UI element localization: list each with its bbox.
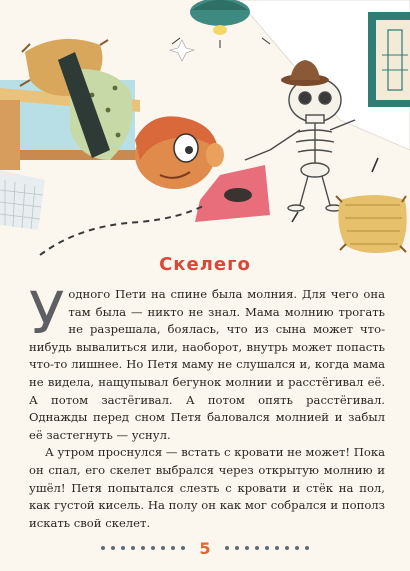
drop-cap: У bbox=[29, 279, 65, 347]
tick-mark bbox=[292, 212, 298, 222]
dot-divider-right bbox=[225, 546, 309, 550]
paragraph: А утром проснулся — встать с кровати не может! Пока он спал, его скелет выбрался через открытую молнию и ушёл! Петя попытался слезть с кровати и стёк на пол, как густой кисель. На полу он как мог собрался и пополз искать свой скелет. bbox=[29, 445, 385, 530]
story-title: Скелего bbox=[159, 254, 251, 275]
story-text bbox=[29, 279, 385, 532]
tick-mark bbox=[372, 158, 378, 172]
dot-divider-left bbox=[101, 546, 185, 550]
dashed-trail bbox=[40, 205, 205, 255]
boy-head bbox=[135, 116, 224, 189]
paragraph bbox=[29, 279, 385, 444]
page-footer bbox=[0, 538, 410, 558]
pillow-right bbox=[336, 195, 407, 253]
page-number: 5 bbox=[199, 538, 211, 558]
paragraph-text: одного Пети на спине была молния. Для чего она там была — никто не знал. Мама молнию трогать не разрешала, боялась, что из сына может что-нибудь вывалиться или, наоборот, внутрь может попасть что-то лишнее. Но Петя маму не слушался и, когда мама не видела, нащупывал бегунок молнии и расстёгивал её. А потом застёгивал. А потом опять расстёгивал. Однажды перед сном Петя баловался молнией и забыл её застегнуть — уснул. bbox=[29, 287, 385, 442]
dark-shoe bbox=[224, 188, 252, 202]
picture-frame bbox=[368, 12, 410, 107]
grid-paper bbox=[0, 170, 45, 230]
story-illustration bbox=[0, 0, 410, 265]
